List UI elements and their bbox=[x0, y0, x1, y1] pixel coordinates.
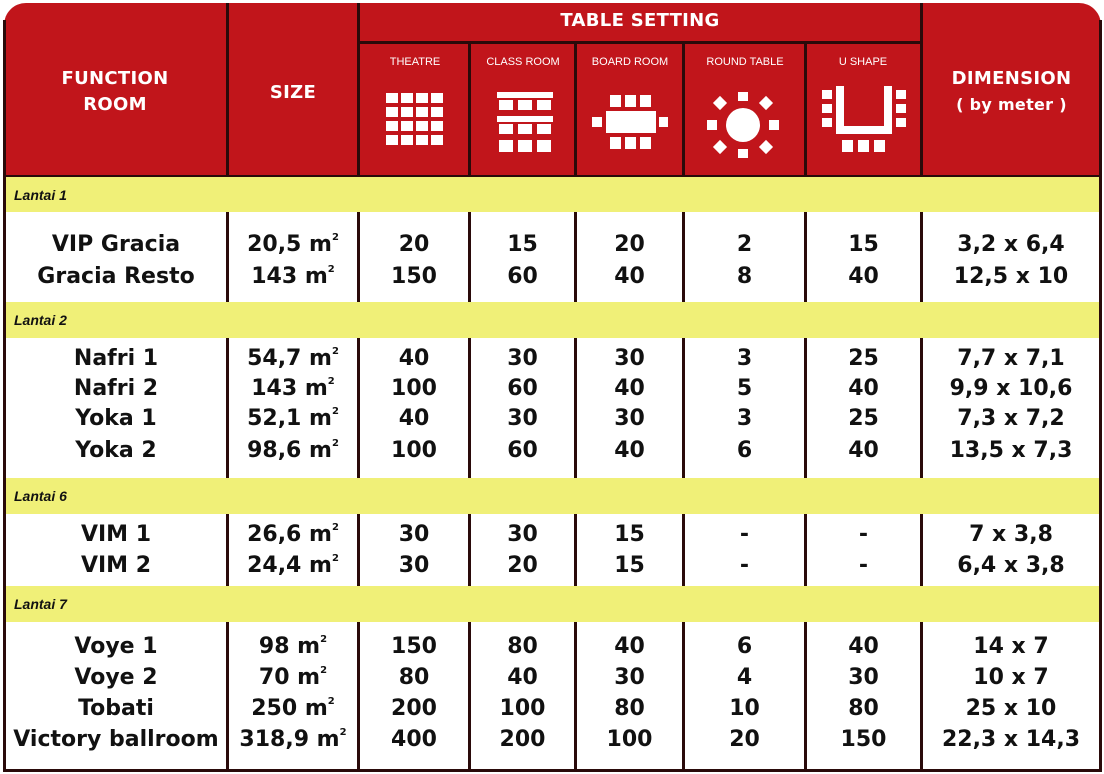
table-setting-heading: TABLE SETTING bbox=[560, 10, 720, 31]
size-unit-superscript: 2 bbox=[331, 437, 339, 449]
cell-name: Victory ballroom bbox=[13, 727, 219, 752]
cell-u-shape: - bbox=[858, 553, 869, 578]
floor-band bbox=[4, 302, 1101, 338]
header-divider bbox=[357, 41, 923, 44]
cell-class-room: 80 bbox=[507, 634, 538, 659]
cell-dimension: 7,7 x 7,1 bbox=[957, 346, 1065, 371]
cell-theatre: 20 bbox=[398, 232, 430, 257]
size-unit-superscript: 2 bbox=[331, 345, 339, 357]
cell-size bbox=[229, 553, 357, 578]
cell-u-shape: 40 bbox=[848, 376, 879, 401]
size-value: 26,6 m bbox=[247, 522, 332, 547]
cell-theatre: 40 bbox=[398, 406, 430, 431]
cell-board-room: 15 bbox=[614, 522, 645, 547]
u-shape-heading: U SHAPE bbox=[838, 56, 888, 68]
cell-class-room: 200 bbox=[499, 727, 546, 752]
cell-dimension: 7,3 x 7,2 bbox=[957, 406, 1065, 431]
cell-u-shape: 40 bbox=[848, 438, 879, 463]
cell-class-room: 60 bbox=[507, 264, 538, 289]
cell-size bbox=[229, 232, 357, 257]
cell-theatre: 40 bbox=[398, 346, 430, 371]
cell-theatre: 100 bbox=[391, 438, 437, 463]
cell-theatre: 100 bbox=[391, 376, 437, 401]
u-shape-seating-icon bbox=[822, 86, 906, 158]
cell-theatre: 150 bbox=[391, 264, 437, 289]
cell-size bbox=[229, 438, 357, 463]
size-unit-superscript: 2 bbox=[339, 726, 347, 738]
floor-label: Lantai 7 bbox=[14, 596, 67, 612]
size-unit-superscript: 2 bbox=[331, 552, 339, 564]
cell-size bbox=[229, 727, 357, 752]
cell-class-room: 30 bbox=[507, 346, 538, 371]
cell-dimension: 6,4 x 3,8 bbox=[957, 553, 1065, 578]
floor-band bbox=[4, 176, 1101, 212]
cell-theatre: 80 bbox=[398, 665, 430, 690]
size-unit-superscript: 2 bbox=[331, 231, 339, 243]
classroom-seating-icon bbox=[497, 92, 553, 154]
cell-class-room: 100 bbox=[499, 696, 546, 721]
cell-board-room: 30 bbox=[614, 665, 645, 690]
cell-size bbox=[229, 264, 357, 289]
cell-size bbox=[229, 696, 357, 721]
cell-round-table: - bbox=[739, 522, 750, 547]
cell-name: Yoka 2 bbox=[75, 438, 157, 463]
cell-theatre: 30 bbox=[398, 553, 430, 578]
cell-u-shape: 25 bbox=[848, 346, 879, 371]
class-room-heading: CLASS ROOM bbox=[486, 56, 560, 68]
cell-name: Tobati bbox=[78, 696, 154, 721]
cell-size bbox=[229, 376, 357, 401]
size-unit-superscript: 2 bbox=[327, 695, 335, 707]
size-unit-superscript: 2 bbox=[327, 263, 335, 275]
cell-round-table: 10 bbox=[729, 696, 760, 721]
size-value: 54,7 m bbox=[247, 346, 332, 371]
cell-dimension: 14 x 7 bbox=[973, 634, 1049, 659]
cell-board-room: 20 bbox=[614, 232, 645, 257]
theatre-heading: THEATRE bbox=[389, 56, 441, 68]
cell-size bbox=[229, 406, 357, 431]
cell-round-table: 6 bbox=[736, 634, 753, 659]
size-value: 52,1 m bbox=[247, 406, 332, 431]
cell-class-room: 60 bbox=[507, 376, 538, 401]
cell-board-room: 100 bbox=[606, 727, 653, 752]
round-table-seating-icon bbox=[707, 92, 779, 158]
size-value: 20,5 m bbox=[247, 232, 332, 257]
cell-board-room: 30 bbox=[614, 346, 645, 371]
floor-label: Lantai 2 bbox=[14, 312, 67, 328]
cell-board-room: 80 bbox=[614, 696, 645, 721]
cell-dimension: 13,5 x 7,3 bbox=[949, 438, 1073, 463]
dimension-heading-line2: ( by meter ) bbox=[956, 95, 1067, 114]
header-divider bbox=[226, 3, 229, 176]
cell-round-table: 3 bbox=[736, 406, 753, 431]
cell-dimension: 22,3 x 14,3 bbox=[941, 727, 1081, 752]
dimension-heading bbox=[924, 66, 1099, 118]
size-value: 24,4 m bbox=[247, 553, 332, 578]
cell-theatre: 400 bbox=[391, 727, 437, 752]
cell-size bbox=[229, 346, 357, 371]
board-room-heading: BOARD ROOM bbox=[591, 56, 669, 68]
header-divider bbox=[357, 3, 360, 176]
cell-class-room: 20 bbox=[507, 553, 538, 578]
cell-size bbox=[229, 522, 357, 547]
cell-name: Voye 1 bbox=[74, 634, 158, 659]
header-divider bbox=[804, 41, 807, 176]
cell-dimension: 12,5 x 10 bbox=[953, 264, 1069, 289]
cell-board-room: 40 bbox=[614, 376, 645, 401]
cell-name: Gracia Resto bbox=[37, 264, 195, 289]
boardroom-seating-icon bbox=[592, 95, 668, 153]
cell-board-room: 40 bbox=[614, 634, 645, 659]
cell-dimension: 10 x 7 bbox=[973, 665, 1049, 690]
cell-board-room: 15 bbox=[614, 553, 645, 578]
size-unit-superscript: 2 bbox=[327, 375, 335, 387]
cell-dimension: 25 x 10 bbox=[965, 696, 1057, 721]
floor-label: Lantai 6 bbox=[14, 488, 67, 504]
cell-theatre: 150 bbox=[391, 634, 437, 659]
size-value: 143 m bbox=[251, 376, 328, 401]
cell-name: VIM 2 bbox=[80, 553, 152, 578]
table-frame-bottom bbox=[3, 769, 1102, 772]
dimension-heading-line1: DIMENSION bbox=[951, 68, 1072, 89]
cell-round-table: 6 bbox=[736, 438, 753, 463]
cell-theatre: 200 bbox=[391, 696, 437, 721]
header-divider bbox=[574, 41, 577, 176]
size-unit-superscript: 2 bbox=[320, 633, 328, 645]
cell-round-table: 8 bbox=[736, 264, 753, 289]
cell-u-shape: 40 bbox=[848, 634, 879, 659]
cell-dimension: 3,2 x 6,4 bbox=[957, 232, 1065, 257]
cell-u-shape: - bbox=[858, 522, 869, 547]
round-table-heading: ROUND TABLE bbox=[706, 56, 784, 68]
function-room-heading-line2: ROOM bbox=[83, 94, 147, 115]
header-bottom-rule bbox=[3, 175, 1102, 177]
cell-class-room: 30 bbox=[507, 522, 538, 547]
cell-round-table: 4 bbox=[736, 665, 753, 690]
header-divider bbox=[468, 41, 471, 176]
cell-name: VIM 1 bbox=[80, 522, 152, 547]
cell-size bbox=[229, 634, 357, 659]
cell-board-room: 30 bbox=[614, 406, 645, 431]
floor-band bbox=[4, 478, 1101, 514]
size-value: 318,9 m bbox=[239, 727, 340, 752]
cell-u-shape: 80 bbox=[848, 696, 879, 721]
size-unit-superscript: 2 bbox=[331, 405, 339, 417]
table-frame-right bbox=[1099, 20, 1102, 772]
cell-board-room: 40 bbox=[614, 264, 645, 289]
cell-dimension: 9,9 x 10,6 bbox=[949, 376, 1073, 401]
cell-name: VIP Gracia bbox=[51, 232, 181, 257]
cell-round-table: - bbox=[739, 553, 750, 578]
function-room-heading-line1: FUNCTION bbox=[61, 68, 169, 89]
header-divider bbox=[920, 3, 923, 176]
cell-class-room: 15 bbox=[507, 232, 538, 257]
cell-round-table: 20 bbox=[729, 727, 760, 752]
size-value: 98,6 m bbox=[247, 438, 332, 463]
cell-round-table: 5 bbox=[736, 376, 753, 401]
function-room-heading bbox=[40, 66, 190, 118]
cell-u-shape: 30 bbox=[848, 665, 879, 690]
floor-band bbox=[4, 586, 1101, 622]
theatre-seating-icon bbox=[386, 93, 446, 153]
cell-size bbox=[229, 665, 357, 690]
size-value: 250 m bbox=[251, 696, 328, 721]
cell-name: Yoka 1 bbox=[75, 406, 157, 431]
cell-class-room: 30 bbox=[507, 406, 538, 431]
cell-u-shape: 150 bbox=[840, 727, 887, 752]
size-unit-superscript: 2 bbox=[320, 664, 328, 676]
cell-theatre: 30 bbox=[398, 522, 430, 547]
cell-u-shape: 25 bbox=[848, 406, 879, 431]
cell-round-table: 2 bbox=[736, 232, 753, 257]
cell-class-room: 60 bbox=[507, 438, 538, 463]
size-value: 98 m bbox=[258, 634, 321, 659]
cell-u-shape: 15 bbox=[848, 232, 879, 257]
size-value: 143 m bbox=[251, 264, 328, 289]
cell-name: Voye 2 bbox=[74, 665, 158, 690]
header-divider bbox=[682, 41, 685, 176]
size-value: 70 m bbox=[258, 665, 321, 690]
size-unit-superscript: 2 bbox=[331, 521, 339, 533]
cell-name: Nafri 1 bbox=[73, 346, 159, 371]
cell-u-shape: 40 bbox=[848, 264, 879, 289]
cell-round-table: 3 bbox=[736, 346, 753, 371]
cell-board-room: 40 bbox=[614, 438, 645, 463]
size-heading: SIZE bbox=[269, 82, 317, 103]
floor-label: Lantai 1 bbox=[14, 187, 67, 203]
cell-class-room: 40 bbox=[507, 665, 538, 690]
cell-name: Nafri 2 bbox=[73, 376, 159, 401]
cell-dimension: 7 x 3,8 bbox=[969, 522, 1053, 547]
